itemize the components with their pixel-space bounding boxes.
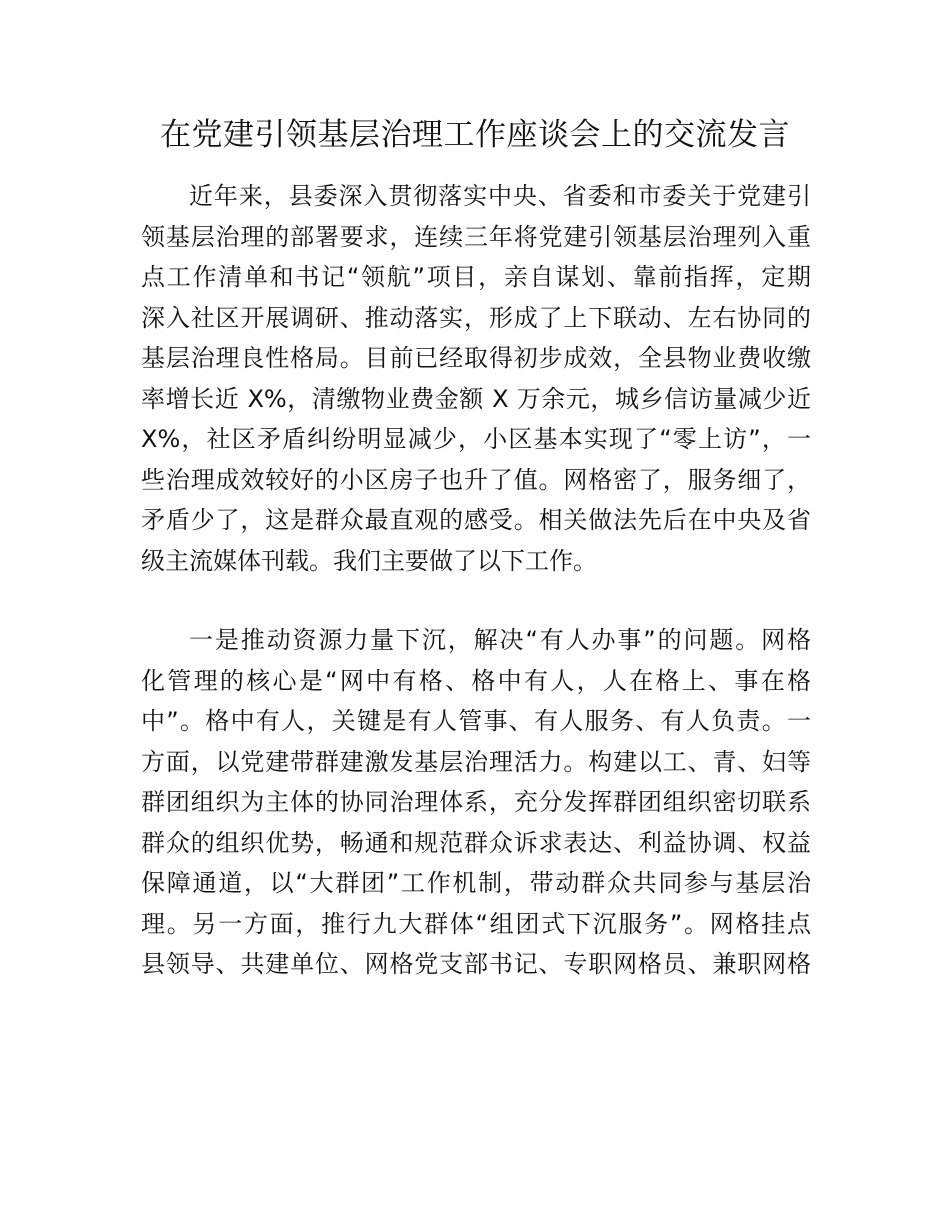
paragraph-line: 保障通道，以“大群团”工作机制，带动群众共同参与基层治 [141,869,811,897]
document-title: 在党建引领基层治理工作座谈会上的交流发言 [160,117,790,153]
paragraph-line: 县领导、共建单位、网格党支部书记、专职网格员、兼职网格 [141,950,811,978]
paragraph-line: 群众的组织优势，畅通和规范群众诉求表达、利益协调、权益 [141,828,811,857]
paragraph-line: X%，社区矛盾纠纷明显减少，小区基本实现了“零上访”，一 [141,425,811,453]
paragraph-line: 领基层治理的部署要求，连续三年将党建引领基层治理列入重 [141,222,811,251]
paragraph-line: 化管理的核心是“网中有格、格中有人，人在格上、事在格 [141,666,811,695]
paragraph-line: 深入社区开展调研、推动落实，形成了上下联动、左右协同的 [141,303,811,332]
paragraph-line: 群团组织为主体的协同治理体系，充分发挥群团组织密切联系 [141,788,811,816]
paragraph-1 [141,176,811,581]
paragraph-line: 点工作清单和书记“领航”项目，亲自谋划、靠前指挥，定期 [141,263,811,291]
paragraph-line: 矛盾少了，这是群众最直观的感受。相关做法先后在中央及省 [141,506,811,534]
paragraph-line: 些治理成效较好的小区房子也升了值。网格密了，服务细了， [141,465,811,494]
paragraph-line: 级主流媒体刊载。我们主要做了以下工作。 [141,546,597,575]
paragraph-line: 近年来，县委深入贯彻落实中央、省委和市委关于党建引 [189,182,811,210]
paragraph-line: 方面，以党建带群建激发基层治理活力。构建以工、青、妇等 [141,747,811,776]
paragraph-2 [141,620,811,985]
paragraph-line: 中”。格中有人，关键是有人管事、有人服务、有人负责。一 [141,707,811,735]
paragraph-line: 一是推动资源力量下沉，解决“有人办事”的问题。网格 [189,626,811,654]
paragraph-line: 基层治理良性格局。目前已经取得初步成效，全县物业费收缴 [141,344,811,372]
paragraph-line: 理。另一方面，推行九大群体“组团式下沉服务”。网格挂点 [141,909,811,938]
paragraph-line: 率增长近 X%，清缴物业费金额 X 万余元，城乡信访量减少近 [141,384,811,413]
